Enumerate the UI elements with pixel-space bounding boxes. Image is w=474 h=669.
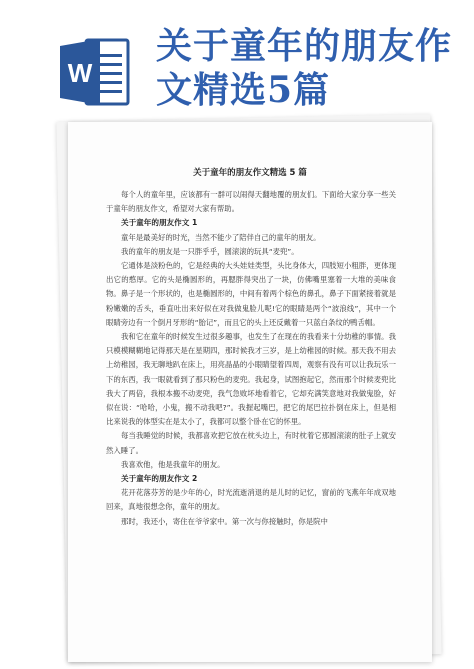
paragraph: 童年是最美好的时光，当然不能少了陪伴自己的童年的朋友。 bbox=[121, 232, 321, 242]
document-page bbox=[68, 122, 432, 662]
word-document-icon bbox=[60, 36, 130, 108]
paragraph: 我和它在童年的时候发生过很多趣事，也发生了在现在的我看来十分幼稚的事情。我只模模糊糊地记得那天是在星期四，那时候我才三岁，是上幼稚园的时候。那天我不用去上幼稚园，我无聊地趴在床上，用亮晶晶的小眼睛望着四周，观察有没有可以让我玩乐一下的东西，我一眼就看到了那只粉色的麦兜。我起身，试图抱起它，然而那个时候麦兜比我大了两倍，我根本搬不动麦兜，我气急败坏地看着它，它却充满笑意地对我做鬼脸，好似在说：“哈哈，小鬼，搬不动我吧?”。我握起嘴巴，把它的尾巴拉扑倒在床上，但是相比来说我的体型实在是太小了，我都可以整个卧在它的怀里。 bbox=[106, 332, 396, 427]
paragraph: 我的童年的朋友是一只胖乎乎，圆滚滚的玩具“麦兜”。 bbox=[121, 246, 299, 256]
intro-paragraph: 每个人的童年里，应该都有一群可以闹得天翻地覆的朋友们。下面给大家分享一些关于童年的朋友作文，希望对大家有帮助。 bbox=[106, 190, 396, 214]
svg-text:W: W bbox=[67, 58, 93, 88]
paragraph: 花开花落芬芳的是少年的心，时光流逝消退的是儿时的记忆，窗前的飞燕年年成双地回来，真地很想念你，童年的朋友。 bbox=[106, 488, 396, 512]
section-heading: 关于童年的朋友作文 1 bbox=[121, 218, 198, 228]
paragraph: 那时，我还小，寄住在爷爷家中。第一次与你接触时，你是院中 bbox=[121, 516, 328, 526]
document-title: 关于童年的朋友作文精选 5 篇 bbox=[193, 168, 307, 178]
section-heading: 关于童年的朋友作文 2 bbox=[121, 474, 198, 484]
paragraph: 每当我睡觉的时候，我都喜欢把它放在枕头边上，有时枕着它那圆滚滚的肚子上就安然入睡了。 bbox=[106, 431, 396, 455]
paragraph: 我喜欢他，他是我童年的朋友。 bbox=[121, 459, 225, 469]
banner-title: 关于童年的朋友作 文精选5篇 bbox=[156, 25, 453, 111]
document-body bbox=[106, 188, 396, 529]
paragraph: 它通体是淡粉色的，它是经典的大头娃娃类型，头比身体大，四肢短小粗胖，更体现出它的憨厚。它的头是椭圆形的，再腮胖得突出了一块，仿佛嘴里塞着一大堆的美味食物。鼻子是一个形状的，也是椭圆形的，中间有着两个棕色的鼻孔，鼻子下面紧接着就是粉嫩嫩的舌头，垂直吐出来好似在对我做鬼脸儿呢!它的眼睛是两个“波浪线”，其中一个眼睛旁边有一个倒月牙形的“胎记”，而且它的头上还反戴着一只蓝白条纹的鸭舌帽。 bbox=[106, 261, 396, 327]
